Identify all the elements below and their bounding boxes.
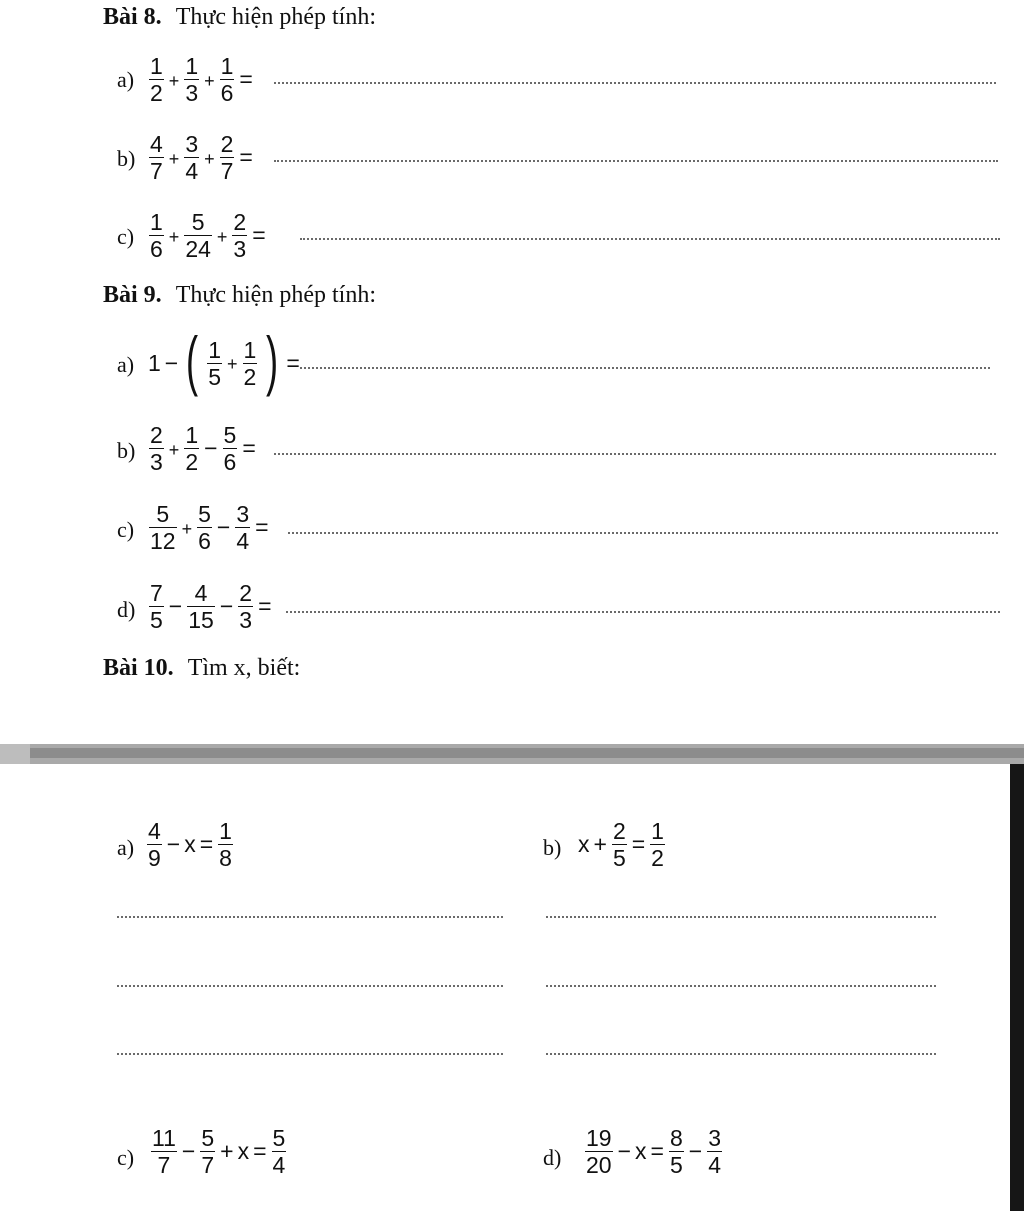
equals-sign: =	[252, 222, 266, 248]
operator: +	[168, 226, 180, 247]
fraction	[149, 580, 164, 633]
fraction	[151, 1125, 177, 1178]
numerator: 3	[236, 501, 250, 527]
denominator: 5	[150, 607, 163, 633]
operator: −	[216, 514, 231, 540]
denominator: 2	[651, 845, 664, 871]
denominator: 5	[208, 363, 222, 390]
bai8-a-expression	[146, 53, 255, 106]
fraction	[235, 501, 250, 554]
numerator: 2	[220, 131, 234, 157]
bai8-heading	[103, 4, 376, 31]
fraction	[669, 1125, 684, 1178]
bai8-title: Bài 8.	[103, 4, 162, 30]
numerator: 2	[233, 209, 247, 235]
numerator: 1	[651, 818, 664, 844]
fraction	[197, 501, 212, 554]
bai8-b-label: b)	[117, 146, 136, 171]
denominator: 15	[188, 607, 214, 633]
fraction	[223, 422, 238, 475]
fraction	[200, 1125, 215, 1178]
number: 1	[148, 349, 161, 376]
bai8-c-label: c)	[117, 224, 135, 249]
answer-line-left[interactable]	[117, 916, 503, 918]
denominator: 24	[185, 236, 211, 262]
denominator: 6	[150, 236, 163, 262]
fraction	[184, 209, 212, 262]
fraction	[184, 53, 199, 106]
bai10-a-expression	[144, 818, 236, 871]
numerator: 8	[669, 1125, 683, 1151]
right-edge-bar	[1010, 764, 1024, 1211]
fraction	[147, 818, 162, 871]
denominator: 4	[185, 158, 199, 184]
fraction	[149, 209, 164, 262]
numerator: 5	[201, 1125, 215, 1151]
denominator: 6	[198, 528, 211, 554]
operator: −	[181, 1138, 196, 1164]
numerator: 4	[194, 580, 208, 606]
equals-sign: =	[253, 1138, 267, 1164]
denominator: 3	[239, 607, 253, 633]
equals-sign: =	[258, 593, 272, 619]
bai10-d-label: d)	[543, 1145, 562, 1170]
denominator: 4	[272, 1152, 286, 1178]
answer-line-right[interactable]	[546, 985, 936, 987]
bai9-b-expression	[146, 422, 258, 475]
equals-sign: =	[239, 66, 253, 92]
numerator: 2	[150, 422, 163, 448]
equals-sign: =	[255, 514, 269, 540]
numerator: 2	[239, 580, 253, 606]
denominator: 7	[150, 158, 163, 184]
bai10-title: Bài 10.	[103, 655, 174, 681]
bai9-d-expression	[146, 580, 274, 633]
numerator: 4	[148, 818, 161, 844]
denominator: 4	[708, 1152, 721, 1178]
answer-line[interactable]	[300, 238, 1000, 240]
operator: +	[181, 518, 193, 539]
bai8-c-expression	[146, 209, 268, 262]
denominator: 2	[185, 449, 199, 475]
operator: +	[168, 439, 180, 460]
left-parenthesis: (	[186, 323, 199, 397]
numerator: 3	[708, 1125, 721, 1151]
numerator: 1	[243, 336, 257, 363]
denominator: 7	[157, 1152, 171, 1178]
fraction	[232, 209, 247, 262]
answer-line[interactable]	[288, 532, 998, 534]
bai9-c-expression	[146, 501, 271, 554]
numerator: 5	[272, 1125, 286, 1151]
answer-line[interactable]	[300, 367, 990, 369]
numerator: 1	[219, 818, 232, 844]
divider-edge	[0, 744, 30, 764]
numerator: 7	[150, 580, 163, 606]
denominator: 6	[223, 449, 237, 475]
numerator: 11	[152, 1125, 176, 1151]
denominator: 7	[201, 1152, 215, 1178]
bai10-c-expression	[148, 1125, 289, 1178]
bai9-c-label: c)	[117, 517, 135, 542]
operator: −	[164, 349, 179, 376]
operator: +	[168, 148, 180, 169]
denominator: 3	[185, 80, 199, 106]
numerator: 5	[223, 422, 237, 448]
page-break-divider	[0, 744, 1024, 764]
answer-line-left[interactable]	[117, 985, 503, 987]
fraction	[149, 131, 164, 184]
denominator: 5	[669, 1152, 683, 1178]
fraction	[187, 580, 215, 633]
denominator: 12	[150, 528, 176, 554]
bai10-b-expression	[576, 818, 668, 871]
fraction	[272, 1125, 287, 1178]
equals-sign: =	[242, 435, 256, 461]
answer-line-left[interactable]	[117, 1053, 503, 1055]
fraction	[207, 337, 222, 390]
operator: −	[219, 593, 234, 619]
answer-line-right[interactable]	[546, 916, 936, 918]
variable-x: x	[635, 1138, 647, 1164]
operator: +	[168, 70, 180, 91]
operator: −	[168, 593, 183, 619]
fraction	[218, 818, 233, 871]
bai9-d-label: d)	[117, 597, 136, 622]
bai9-a-label: a)	[117, 352, 135, 377]
variable-x: x	[578, 831, 590, 857]
fraction	[184, 422, 199, 475]
fraction	[243, 337, 258, 390]
fraction	[238, 580, 253, 633]
fraction	[149, 422, 164, 475]
numerator: 1	[220, 53, 234, 79]
equals-sign: =	[650, 1138, 664, 1164]
fraction	[149, 501, 177, 554]
answer-line[interactable]	[274, 82, 996, 84]
denominator: 3	[233, 236, 247, 262]
numerator: 2	[612, 818, 626, 844]
numerator: 1	[185, 422, 199, 448]
bai9-instruction: Thực hiện phép tính:	[175, 282, 376, 308]
bai9-b-label: b)	[117, 438, 136, 463]
bai10-b-label: b)	[543, 835, 562, 860]
operator: +	[227, 354, 238, 374]
equals-sign: =	[631, 831, 646, 857]
numerator: 1	[150, 53, 163, 79]
bai9-heading	[103, 282, 376, 309]
numerator: 5	[198, 501, 211, 527]
variable-x: x	[184, 831, 196, 857]
denominator: 20	[586, 1152, 612, 1178]
bai10-d-expression	[582, 1125, 725, 1178]
bai9-title: Bài 9.	[103, 282, 162, 308]
denominator: 2	[243, 363, 257, 390]
fraction	[612, 818, 627, 871]
denominator: 2	[150, 80, 163, 106]
denominator: 5	[612, 845, 626, 871]
equals-sign: =	[199, 831, 214, 857]
bai9-a-expression	[146, 323, 302, 397]
equals-sign: =	[286, 349, 300, 376]
numerator: 1	[150, 209, 163, 235]
fraction	[220, 131, 235, 184]
bai8-instruction: Thực hiện phép tính:	[175, 4, 376, 30]
bai10-instruction: Tìm x, biết:	[187, 655, 301, 681]
variable-x: x	[237, 1138, 250, 1164]
bai8-b-expression	[146, 131, 255, 184]
operator: +	[204, 148, 215, 169]
denominator: 9	[148, 845, 161, 871]
answer-line[interactable]	[274, 160, 998, 162]
fraction	[149, 53, 164, 106]
denominator: 4	[236, 528, 250, 554]
operator: −	[166, 831, 181, 857]
denominator: 3	[150, 449, 163, 475]
operator: −	[688, 1138, 703, 1164]
operator: +	[220, 1138, 234, 1164]
numerator: 19	[586, 1125, 612, 1151]
bai10-a-label: a)	[117, 835, 135, 860]
denominator: 8	[219, 845, 232, 871]
fraction	[184, 131, 199, 184]
answer-line-right[interactable]	[546, 1053, 936, 1055]
numerator: 1	[208, 336, 222, 363]
equals-sign: =	[239, 144, 253, 170]
numerator: 4	[150, 131, 163, 157]
bai10-c-label: c)	[117, 1145, 135, 1170]
numerator: 1	[185, 53, 199, 79]
denominator: 6	[220, 80, 234, 106]
bai10-heading	[103, 655, 300, 682]
fraction	[707, 1125, 722, 1178]
fraction	[650, 818, 665, 871]
numerator: 5	[191, 209, 205, 235]
answer-line[interactable]	[274, 453, 996, 455]
denominator: 7	[220, 158, 234, 184]
fraction	[220, 53, 235, 106]
answer-line[interactable]	[286, 611, 1000, 613]
operator: +	[593, 831, 607, 857]
operator: +	[216, 226, 228, 247]
right-parenthesis: )	[266, 323, 279, 397]
numerator: 5	[156, 501, 170, 527]
divider-inner	[30, 748, 1024, 758]
operator: −	[617, 1138, 632, 1164]
operator: −	[204, 435, 218, 461]
numerator: 3	[185, 131, 199, 157]
fraction	[585, 1125, 613, 1178]
bai8-a-label: a)	[117, 67, 135, 92]
operator: +	[204, 70, 215, 91]
